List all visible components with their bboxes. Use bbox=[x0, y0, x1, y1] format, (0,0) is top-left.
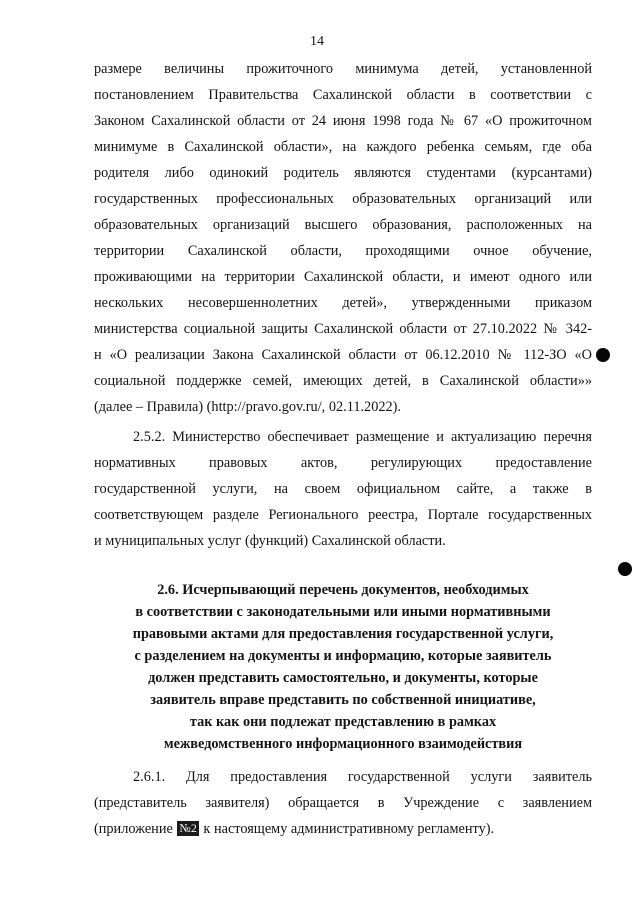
paragraph-1-line: нескольких несовершеннолетних детей», утвержденными приказом bbox=[94, 295, 592, 311]
paragraph-1-line: министерства социальной защиты Сахалинской области от 27.10.2022 № 342- bbox=[94, 321, 592, 337]
paragraph-3-line: (представитель заявителя) обращается в Учреждение с заявлением bbox=[94, 795, 592, 811]
paragraph-1-line: территории Сахалинской области, проходящими очное обучение, bbox=[94, 243, 592, 259]
section-heading-line: с разделением на документы и информацию, которые заявитель bbox=[134, 648, 552, 664]
section-heading-line: заявитель вправе представить по собственной инициативе, bbox=[150, 692, 536, 708]
paragraph-1-line: (далее – Правила) (http://pravo.gov.ru/, 02.11.2022). bbox=[94, 399, 401, 415]
section-heading-line: должен представить самостоятельно, и документы, которые bbox=[148, 670, 538, 686]
paragraph-3-line bbox=[94, 820, 592, 838]
paragraph-3-text-before: (приложение bbox=[94, 821, 177, 837]
paragraph-1-line: размере величины прожиточного минимума детей, установленной bbox=[94, 61, 592, 77]
paragraph-3-line: 2.6.1. Для предоставления государственной услуги заявитель bbox=[133, 769, 592, 785]
section-heading-line: в соответствии с законодательными или иными нормативными bbox=[135, 604, 551, 620]
section-heading-line: правовыми актами для предоставления государственной услуги, bbox=[132, 626, 554, 642]
paragraph-1-line: минимуме в Сахалинской области», на каждого ребенка семьям, где оба bbox=[94, 139, 592, 155]
appendix-number-stamp: №2 bbox=[179, 821, 197, 835]
punch-hole-mark bbox=[596, 348, 610, 362]
paragraph-1-line: родителя либо одинокий родитель являются студентами (курсантами) bbox=[94, 165, 592, 181]
paragraph-3-text-after: к настоящему административному регламенту). bbox=[199, 821, 495, 837]
section-heading-line: так как они подлежат представлению в рамках bbox=[189, 714, 497, 730]
paragraph-1-line: Законом Сахалинской области от 24 июня 1998 года № 67 «О прожиточном bbox=[94, 113, 592, 129]
paragraph-1-line: постановлением Правительства Сахалинской области в соответствии с bbox=[94, 87, 592, 103]
paragraph-2-line: 2.5.2. Министерство обеспечивает размещение и актуализацию перечня bbox=[133, 429, 592, 445]
paragraph-1-line: проживающими на территории Сахалинской области, и имеют одного или bbox=[94, 269, 592, 285]
paragraph-2-line: государственной услуги, на своем официальном сайте, а также в bbox=[94, 481, 592, 497]
paragraph-2-line: нормативных правовых актов, регулирующих предоставление bbox=[94, 455, 592, 471]
paragraph-1-line: образовательных организаций высшего образования, расположенных на bbox=[94, 217, 592, 233]
paragraph-1-line: н «О реализации Закона Сахалинской области от 06.12.2010 № 112-ЗО «О bbox=[94, 347, 592, 363]
page-number: 14 bbox=[310, 34, 324, 49]
punch-hole-mark bbox=[618, 562, 632, 576]
paragraph-1-line: социальной поддержке семей, имеющих детей, в Сахалинской области»» bbox=[94, 373, 592, 389]
section-heading-line: межведомственного информационного взаимодействия bbox=[163, 736, 523, 752]
section-heading-line: 2.6. Исчерпывающий перечень документов, необходимых bbox=[157, 582, 529, 598]
paragraph-2-line: соответствующем разделе Регионального реестра, Портале государственных bbox=[94, 507, 592, 523]
paragraph-2-line: и муниципальных услуг (функций) Сахалинской области. bbox=[94, 533, 446, 549]
paragraph-1-line: государственных профессиональных образовательных организаций или bbox=[94, 191, 592, 207]
